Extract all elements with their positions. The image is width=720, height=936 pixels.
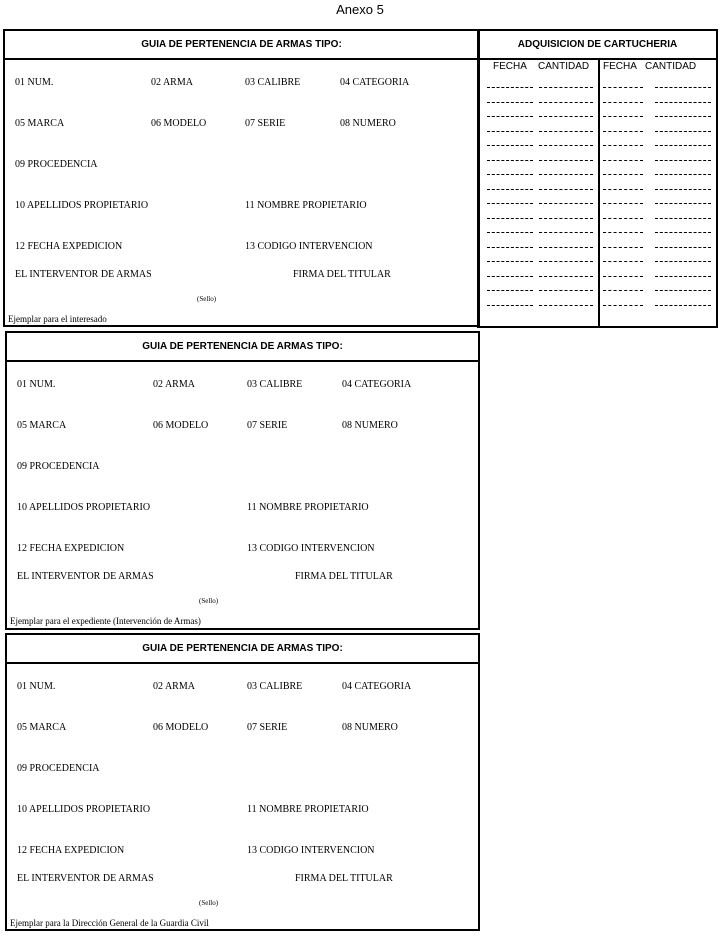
field-calibre: 03 CALIBRE — [245, 77, 301, 88]
field-serie: 07 SERIE — [247, 722, 288, 733]
cartucheria-entry-line — [603, 203, 643, 204]
cartucheria-entry-line — [487, 160, 533, 161]
field-codigo: 13 CODIGO INTERVENCION — [247, 543, 375, 554]
cartucheria-table — [477, 29, 718, 328]
cartucheria-entry-line — [487, 116, 533, 117]
cartucheria-entry-line — [655, 102, 711, 103]
cartucheria-col-fecha: FECHA — [493, 61, 527, 72]
guia-form-3 — [5, 633, 480, 931]
guia-form-1 — [3, 29, 480, 327]
sello-label: (Sello) — [199, 899, 219, 907]
field-numero: 08 NUMERO — [342, 420, 398, 431]
cartucheria-entry-line — [603, 261, 643, 262]
cartucheria-entry-line — [655, 145, 711, 146]
cartucheria-entry-line — [655, 276, 711, 277]
cartucheria-entry-line — [487, 232, 533, 233]
cartucheria-entry-line — [603, 189, 643, 190]
field-categoria: 04 CATEGORIA — [342, 681, 412, 692]
guia-form-2 — [5, 331, 480, 630]
cartucheria-entry-line — [603, 247, 643, 248]
cartucheria-entry-line — [603, 276, 643, 277]
cartucheria-entry-line — [603, 145, 643, 146]
field-serie: 07 SERIE — [245, 118, 286, 129]
field-numero: 08 NUMERO — [340, 118, 396, 129]
field-modelo: 06 MODELO — [151, 118, 207, 129]
field-interventor: EL INTERVENTOR DE ARMAS — [17, 571, 154, 582]
cartucheria-entry-line — [539, 261, 593, 262]
cartucheria-entry-line — [539, 145, 593, 146]
cartucheria-entry-line — [655, 131, 711, 132]
cartucheria-entry-line — [655, 174, 711, 175]
field-nombre: 11 NOMBRE PROPIETARIO — [245, 200, 367, 211]
cartucheria-entry-line — [487, 145, 533, 146]
field-calibre: 03 CALIBRE — [247, 379, 303, 390]
cartucheria-entry-line — [655, 189, 711, 190]
cartucheria-entry-line — [655, 290, 711, 291]
cartucheria-entry-line — [539, 232, 593, 233]
cartucheria-entry-line — [539, 160, 593, 161]
field-modelo: 06 MODELO — [153, 420, 209, 431]
cartucheria-entry-line — [603, 87, 643, 88]
cartucheria-entry-line — [655, 247, 711, 248]
cartucheria-entry-line — [603, 174, 643, 175]
field-apellidos: 10 APELLIDOS PROPIETARIO — [17, 502, 151, 513]
cartucheria-entry-line — [603, 290, 643, 291]
field-numero: 08 NUMERO — [342, 722, 398, 733]
copy-footer: Ejemplar para el interesado — [8, 314, 107, 324]
field-arma: 02 ARMA — [153, 681, 195, 692]
field-firma: FIRMA DEL TITULAR — [295, 873, 393, 884]
cartucheria-entry-line — [655, 232, 711, 233]
field-procedencia: 09 PROCEDENCIA — [15, 159, 98, 170]
cartucheria-entry-line — [655, 305, 711, 306]
cartucheria-entry-line — [539, 305, 593, 306]
cartucheria-entry-line — [655, 160, 711, 161]
cartucheria-entry-line — [655, 203, 711, 204]
cartucheria-entry-line — [655, 87, 711, 88]
cartucheria-entry-line — [539, 218, 593, 219]
cartucheria-entry-line — [603, 116, 643, 117]
field-procedencia: 09 PROCEDENCIA — [17, 461, 100, 472]
cartucheria-entry-line — [539, 87, 593, 88]
cartucheria-entry-line — [487, 87, 533, 88]
cartucheria-entry-line — [603, 131, 643, 132]
field-num: 01 NUM. — [17, 681, 56, 692]
guia-title: GUIA DE PERTENENCIA DE ARMAS TIPO: — [5, 31, 478, 60]
field-marca: 05 MARCA — [17, 420, 67, 431]
cartucheria-entry-line — [539, 290, 593, 291]
cartucheria-col-fecha-2: FECHA — [603, 61, 637, 72]
field-procedencia: 09 PROCEDENCIA — [17, 763, 100, 774]
sello-label: (Sello) — [199, 597, 219, 605]
cartucheria-entry-line — [603, 160, 643, 161]
guia-title: GUIA DE PERTENENCIA DE ARMAS TIPO: — [7, 635, 478, 664]
cartucheria-entry-line — [487, 261, 533, 262]
copy-footer: Ejemplar para la Dirección General de la Guardia Civil — [10, 918, 209, 928]
field-firma: FIRMA DEL TITULAR — [293, 269, 391, 280]
cartucheria-entry-line — [539, 276, 593, 277]
sello-label: (Sello) — [197, 295, 217, 303]
cartucheria-entry-line — [539, 247, 593, 248]
cartucheria-entry-line — [539, 189, 593, 190]
field-apellidos: 10 APELLIDOS PROPIETARIO — [15, 200, 149, 211]
cartucheria-entry-line — [539, 131, 593, 132]
cartucheria-entry-line — [487, 203, 533, 204]
cartucheria-entry-line — [487, 218, 533, 219]
copy-footer: Ejemplar para el expediente (Intervención de Armas) — [10, 616, 201, 626]
field-arma: 02 ARMA — [151, 77, 193, 88]
field-calibre: 03 CALIBRE — [247, 681, 303, 692]
cartucheria-entry-line — [487, 131, 533, 132]
cartucheria-entry-line — [487, 290, 533, 291]
cartucheria-entry-line — [539, 102, 593, 103]
cartucheria-entry-line — [487, 305, 533, 306]
field-marca: 05 MARCA — [15, 118, 65, 129]
field-arma: 02 ARMA — [153, 379, 195, 390]
annex-title: Anexo 5 — [336, 2, 384, 17]
field-nombre: 11 NOMBRE PROPIETARIO — [247, 804, 369, 815]
field-categoria: 04 CATEGORIA — [340, 77, 410, 88]
field-codigo: 13 CODIGO INTERVENCION — [245, 241, 373, 252]
field-fecha-expedicion: 12 FECHA EXPEDICION — [17, 845, 125, 856]
cartucheria-entry-line — [487, 276, 533, 277]
field-num: 01 NUM. — [17, 379, 56, 390]
field-nombre: 11 NOMBRE PROPIETARIO — [247, 502, 369, 513]
cartucheria-entry-line — [487, 102, 533, 103]
cartucheria-entry-line — [655, 218, 711, 219]
cartucheria-entry-line — [603, 305, 643, 306]
field-interventor: EL INTERVENTOR DE ARMAS — [15, 269, 152, 280]
cartucheria-entry-line — [487, 189, 533, 190]
field-fecha-expedicion: 12 FECHA EXPEDICION — [17, 543, 125, 554]
cartucheria-divider — [598, 58, 600, 326]
field-interventor: EL INTERVENTOR DE ARMAS — [17, 873, 154, 884]
cartucheria-entry-line — [487, 174, 533, 175]
field-serie: 07 SERIE — [247, 420, 288, 431]
cartucheria-col-cantidad: CANTIDAD — [538, 61, 590, 72]
field-categoria: 04 CATEGORIA — [342, 379, 412, 390]
cartucheria-entry-line — [539, 116, 593, 117]
cartucheria-entry-line — [655, 116, 711, 117]
field-firma: FIRMA DEL TITULAR — [295, 571, 393, 582]
cartucheria-title: ADQUISICION DE CARTUCHERIA — [479, 31, 716, 60]
field-apellidos: 10 APELLIDOS PROPIETARIO — [17, 804, 151, 815]
guia-title: GUIA DE PERTENENCIA DE ARMAS TIPO: — [7, 333, 478, 362]
cartucheria-entry-line — [539, 203, 593, 204]
cartucheria-col-cantidad-2: CANTIDAD — [645, 61, 697, 72]
field-modelo: 06 MODELO — [153, 722, 209, 733]
cartucheria-entry-line — [655, 261, 711, 262]
cartucheria-entry-line — [603, 232, 643, 233]
cartucheria-entry-line — [539, 174, 593, 175]
field-codigo: 13 CODIGO INTERVENCION — [247, 845, 375, 856]
cartucheria-entry-line — [487, 247, 533, 248]
cartucheria-entry-line — [603, 218, 643, 219]
cartucheria-entry-line — [603, 102, 643, 103]
field-num: 01 NUM. — [15, 77, 54, 88]
field-marca: 05 MARCA — [17, 722, 67, 733]
field-fecha-expedicion: 12 FECHA EXPEDICION — [15, 241, 123, 252]
